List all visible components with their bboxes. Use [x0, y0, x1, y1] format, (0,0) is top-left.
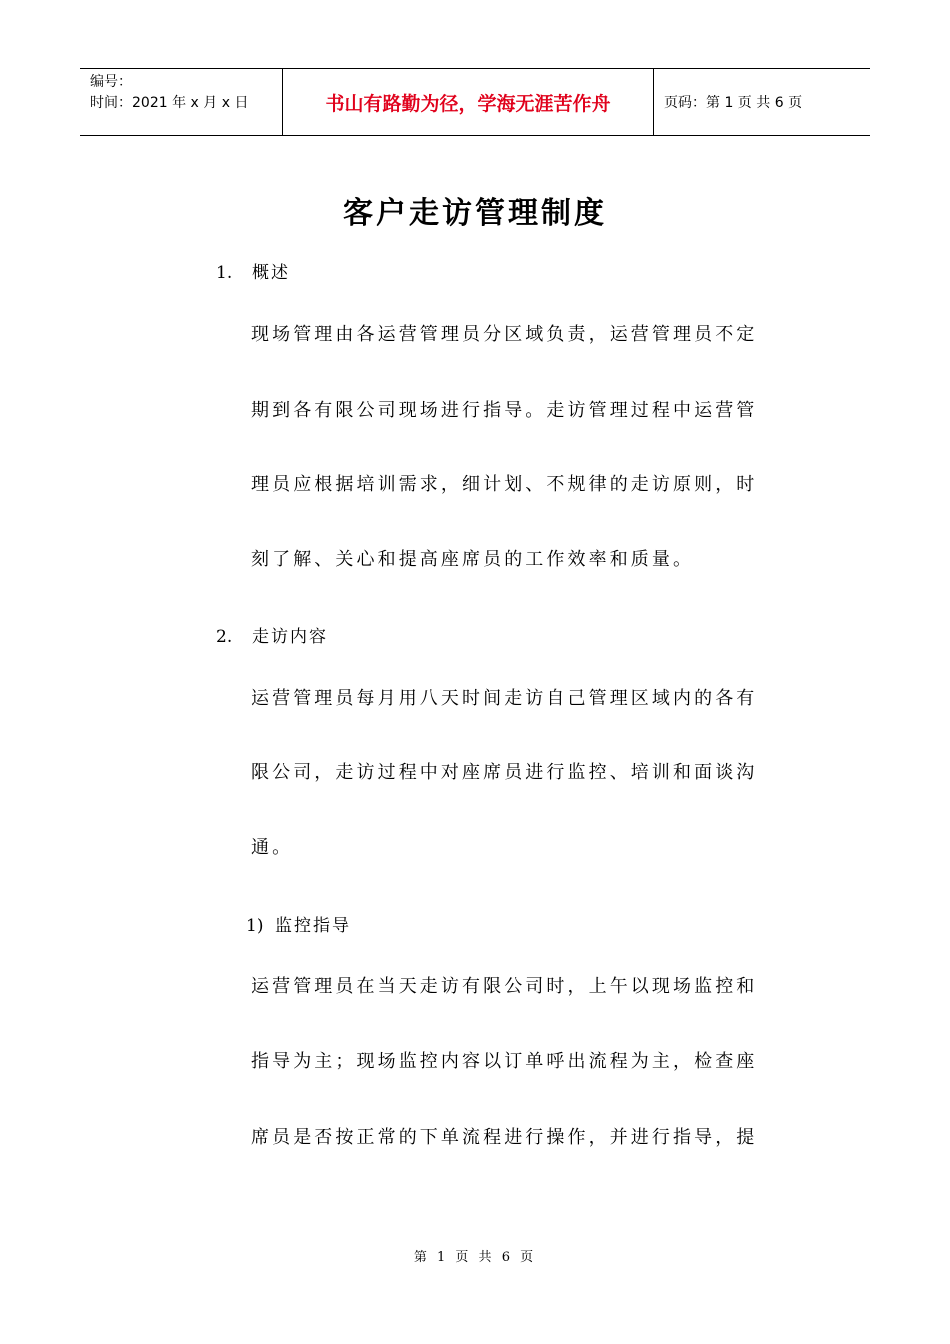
- section-number: 1.: [216, 263, 233, 283]
- subsection-title: 监控指导: [275, 916, 351, 936]
- paragraph-line: 期到各有限公司现场进行指导。走访管理过程中运营管: [251, 400, 758, 421]
- page-footer: 第 1 页 共 6 页: [413, 1250, 537, 1265]
- section-title: 概述: [252, 263, 290, 283]
- paragraph-line: 运营管理员在当天走访有限公司时，上午以现场监控和: [251, 976, 758, 997]
- paragraph-line: 席员是否按正常的下单流程进行操作，并进行指导，提: [251, 1127, 758, 1148]
- header-page-code: 页码：第 1 页 共 6 页: [664, 95, 803, 111]
- paragraph-line: 理员应根据培训需求，细计划、不规律的走访原则，时: [251, 474, 758, 495]
- subsection-heading: [246, 911, 351, 936]
- paragraph-line: 刻了解、关心和提高座席员的工作效率和质量。: [251, 549, 695, 570]
- section-number: 2.: [216, 627, 233, 647]
- paragraph-line: 运营管理员每月用八天时间走访自己管理区域内的各有: [251, 688, 758, 709]
- subsection-number: 1): [246, 916, 264, 936]
- paragraph-line: 现场管理由各运营管理员分区域负责，运营管理员不定: [251, 324, 758, 345]
- header-meta: [80, 69, 282, 135]
- paragraph-line: 通。: [251, 837, 294, 858]
- document-title: 客户走访管理制度: [343, 196, 607, 231]
- document-number-label: 编号：: [90, 74, 132, 90]
- section-heading: [216, 258, 290, 283]
- section-heading: [216, 622, 328, 647]
- document-time: 时间：2021 年 x 月 x 日: [90, 95, 249, 111]
- paragraph-line: 指导为主；现场监控内容以订单呼出流程为主，检查座: [251, 1051, 758, 1072]
- page-header: [80, 68, 870, 136]
- section-title: 走访内容: [252, 627, 328, 647]
- header-motto: 书山有路勤为径，学海无涯苦作舟: [282, 69, 654, 135]
- paragraph-line: 限公司，走访过程中对座席员进行监控、培训和面谈沟: [251, 762, 758, 783]
